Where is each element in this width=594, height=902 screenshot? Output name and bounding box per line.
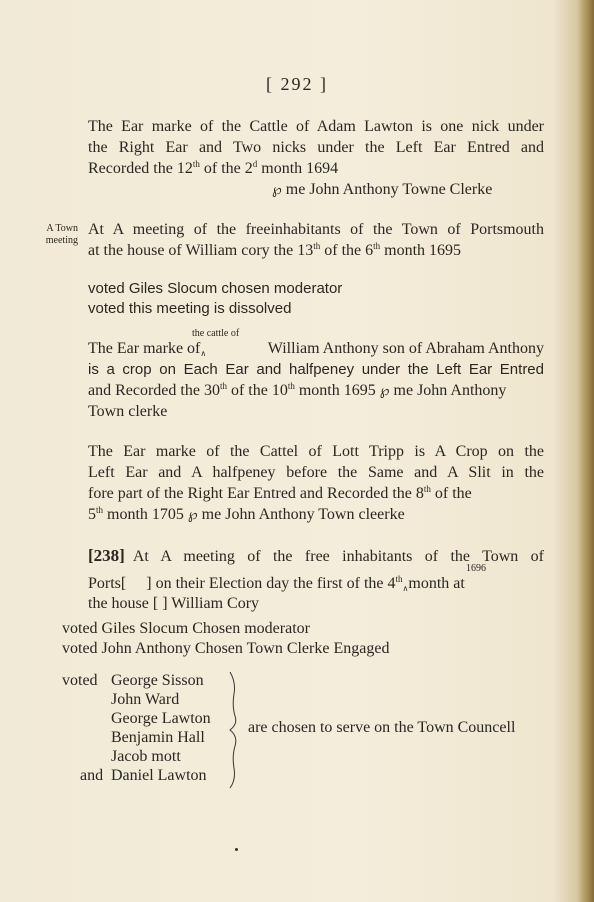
entry4-line3-sup: th [423, 484, 431, 494]
entry4-line3-text-b: of the [430, 485, 472, 502]
votes1-line2: voted this meeting is dissolved [88, 300, 292, 317]
council-name-6: Daniel Lawton [111, 767, 207, 784]
entry1-signature: me John Anthony Towne Clerke [285, 181, 493, 198]
council-brace [226, 672, 242, 788]
council-name-5: Jacob mott [111, 748, 181, 765]
caret-mark: ∧ [402, 584, 409, 593]
caret-mark: ∧ [200, 349, 207, 358]
entry3-line3-text-c: month 1695 [294, 382, 376, 399]
entry1-line4 [272, 179, 492, 201]
entry1-line3-sup1: th [192, 159, 200, 169]
entry4-line4-text-c: me John Anthony Town cleerke [201, 506, 405, 523]
per-abbreviation-icon: ℘ [187, 507, 198, 523]
per-abbreviation-icon: ℘ [272, 182, 282, 198]
council-name-2: John Ward [111, 691, 180, 708]
votes1-line1: voted Giles Slocum chosen moderator [88, 280, 343, 297]
entry1-line2: the Right Ear and Two nicks under the Left Ear Entred and [88, 139, 544, 156]
entry5-line2-text-c: month at [408, 575, 465, 592]
entry2-line2-text-b: of the 6 [320, 242, 374, 259]
entry5-line3: the house [ ] William Cory [88, 595, 260, 612]
entry3-interlinear: the cattle of [192, 328, 240, 339]
entry4-line3 [88, 483, 472, 504]
entry5-line1-text: At A meeting of the free inhabitants of the Town of [132, 548, 544, 565]
council-result: are chosen to serve on the Town Councell [248, 719, 516, 736]
book-spine-shadow [578, 0, 594, 902]
entry3-line3-text-d: me John Anthony [393, 382, 507, 399]
page-number: [ 292 ] [266, 74, 328, 94]
entry3-line3-sup1: th [219, 381, 227, 391]
entry1-line3 [88, 158, 338, 179]
entry4-line4-sup: th [96, 505, 104, 515]
entry2-line2-text-a: at the house of William cory the 13 [88, 242, 314, 259]
entry4-line4-text-a: 5 [88, 506, 96, 523]
margin-note-line1: A Town [46, 223, 78, 234]
votes2-line2: voted John Anthony Chosen Town Clerke Engaged [62, 640, 390, 657]
entry2-line2-sup1: th [313, 241, 321, 251]
entry4-line4 [88, 504, 405, 526]
council-name-1: George Sisson [111, 672, 204, 689]
entry4-line2: Left Ear and A halfpeney before the Same and A Slit in the [88, 464, 544, 481]
entry3-line3-text-a: and Recorded the 30 [88, 382, 220, 399]
entry1-line1: The Ear marke of the Cattle of Adam Lawton is one nick under [88, 118, 544, 135]
entry5-line2-text-b: ] on their Election day the first of the 4 [146, 575, 396, 592]
entry4-line3-text-a: fore part of the Right Ear Entred and Recorded the 8 [88, 485, 424, 502]
margin-note-line2: meeting [45, 235, 78, 246]
entry3-line1-text-b: William Anthony son of Abraham Anthony [267, 340, 544, 357]
entry2-line2-text-c: month 1695 [380, 242, 462, 259]
entry3-line1-text-a: The Ear marke of [88, 340, 201, 357]
council-and: and [80, 767, 104, 784]
entry1-line3-text-b: of the 2 [199, 160, 253, 177]
council-lead: voted [62, 672, 98, 689]
entry5-line2-sup: th [395, 574, 403, 584]
entry5-interlinear: 1696 [466, 563, 486, 574]
council-name-3: George Lawton [111, 710, 211, 727]
ink-speck [235, 848, 238, 851]
entry3-line3-text-b: of the 10 [226, 382, 288, 399]
entry4-line4-text-b: month 1705 [103, 506, 184, 523]
entry3-line3-sup2: th [287, 381, 295, 391]
entry3-line4: Town clerke [88, 403, 168, 420]
entry1-line3-sup2: d [252, 159, 258, 169]
entry3-line3 [88, 380, 544, 402]
votes2-line1: voted Giles Slocum Chosen moderator [62, 620, 310, 637]
council-name-4: Benjamin Hall [111, 729, 205, 746]
entry2-line1: At A meeting of the freeinhabitants of the Town of Portsmouth [88, 221, 544, 238]
folio-number: [238] [88, 546, 125, 565]
entry4-line1: The Ear marke of the Cattel of Lott Tripp is A Crop on the [88, 443, 544, 460]
entry1-line3-text-c: month 1694 [257, 160, 339, 177]
entry3-line2: is a crop on Each Ear and halfpeney under the Left Ear Entred [88, 361, 544, 378]
entry5-line2-text-a: Ports[ [88, 575, 127, 592]
entry1-line3-text-a: Recorded the 12 [88, 160, 193, 177]
entry2-line2-sup2: th [373, 241, 381, 251]
margin-note [30, 223, 78, 247]
per-abbreviation-icon: ℘ [379, 383, 390, 399]
entry2-line2 [88, 240, 461, 261]
